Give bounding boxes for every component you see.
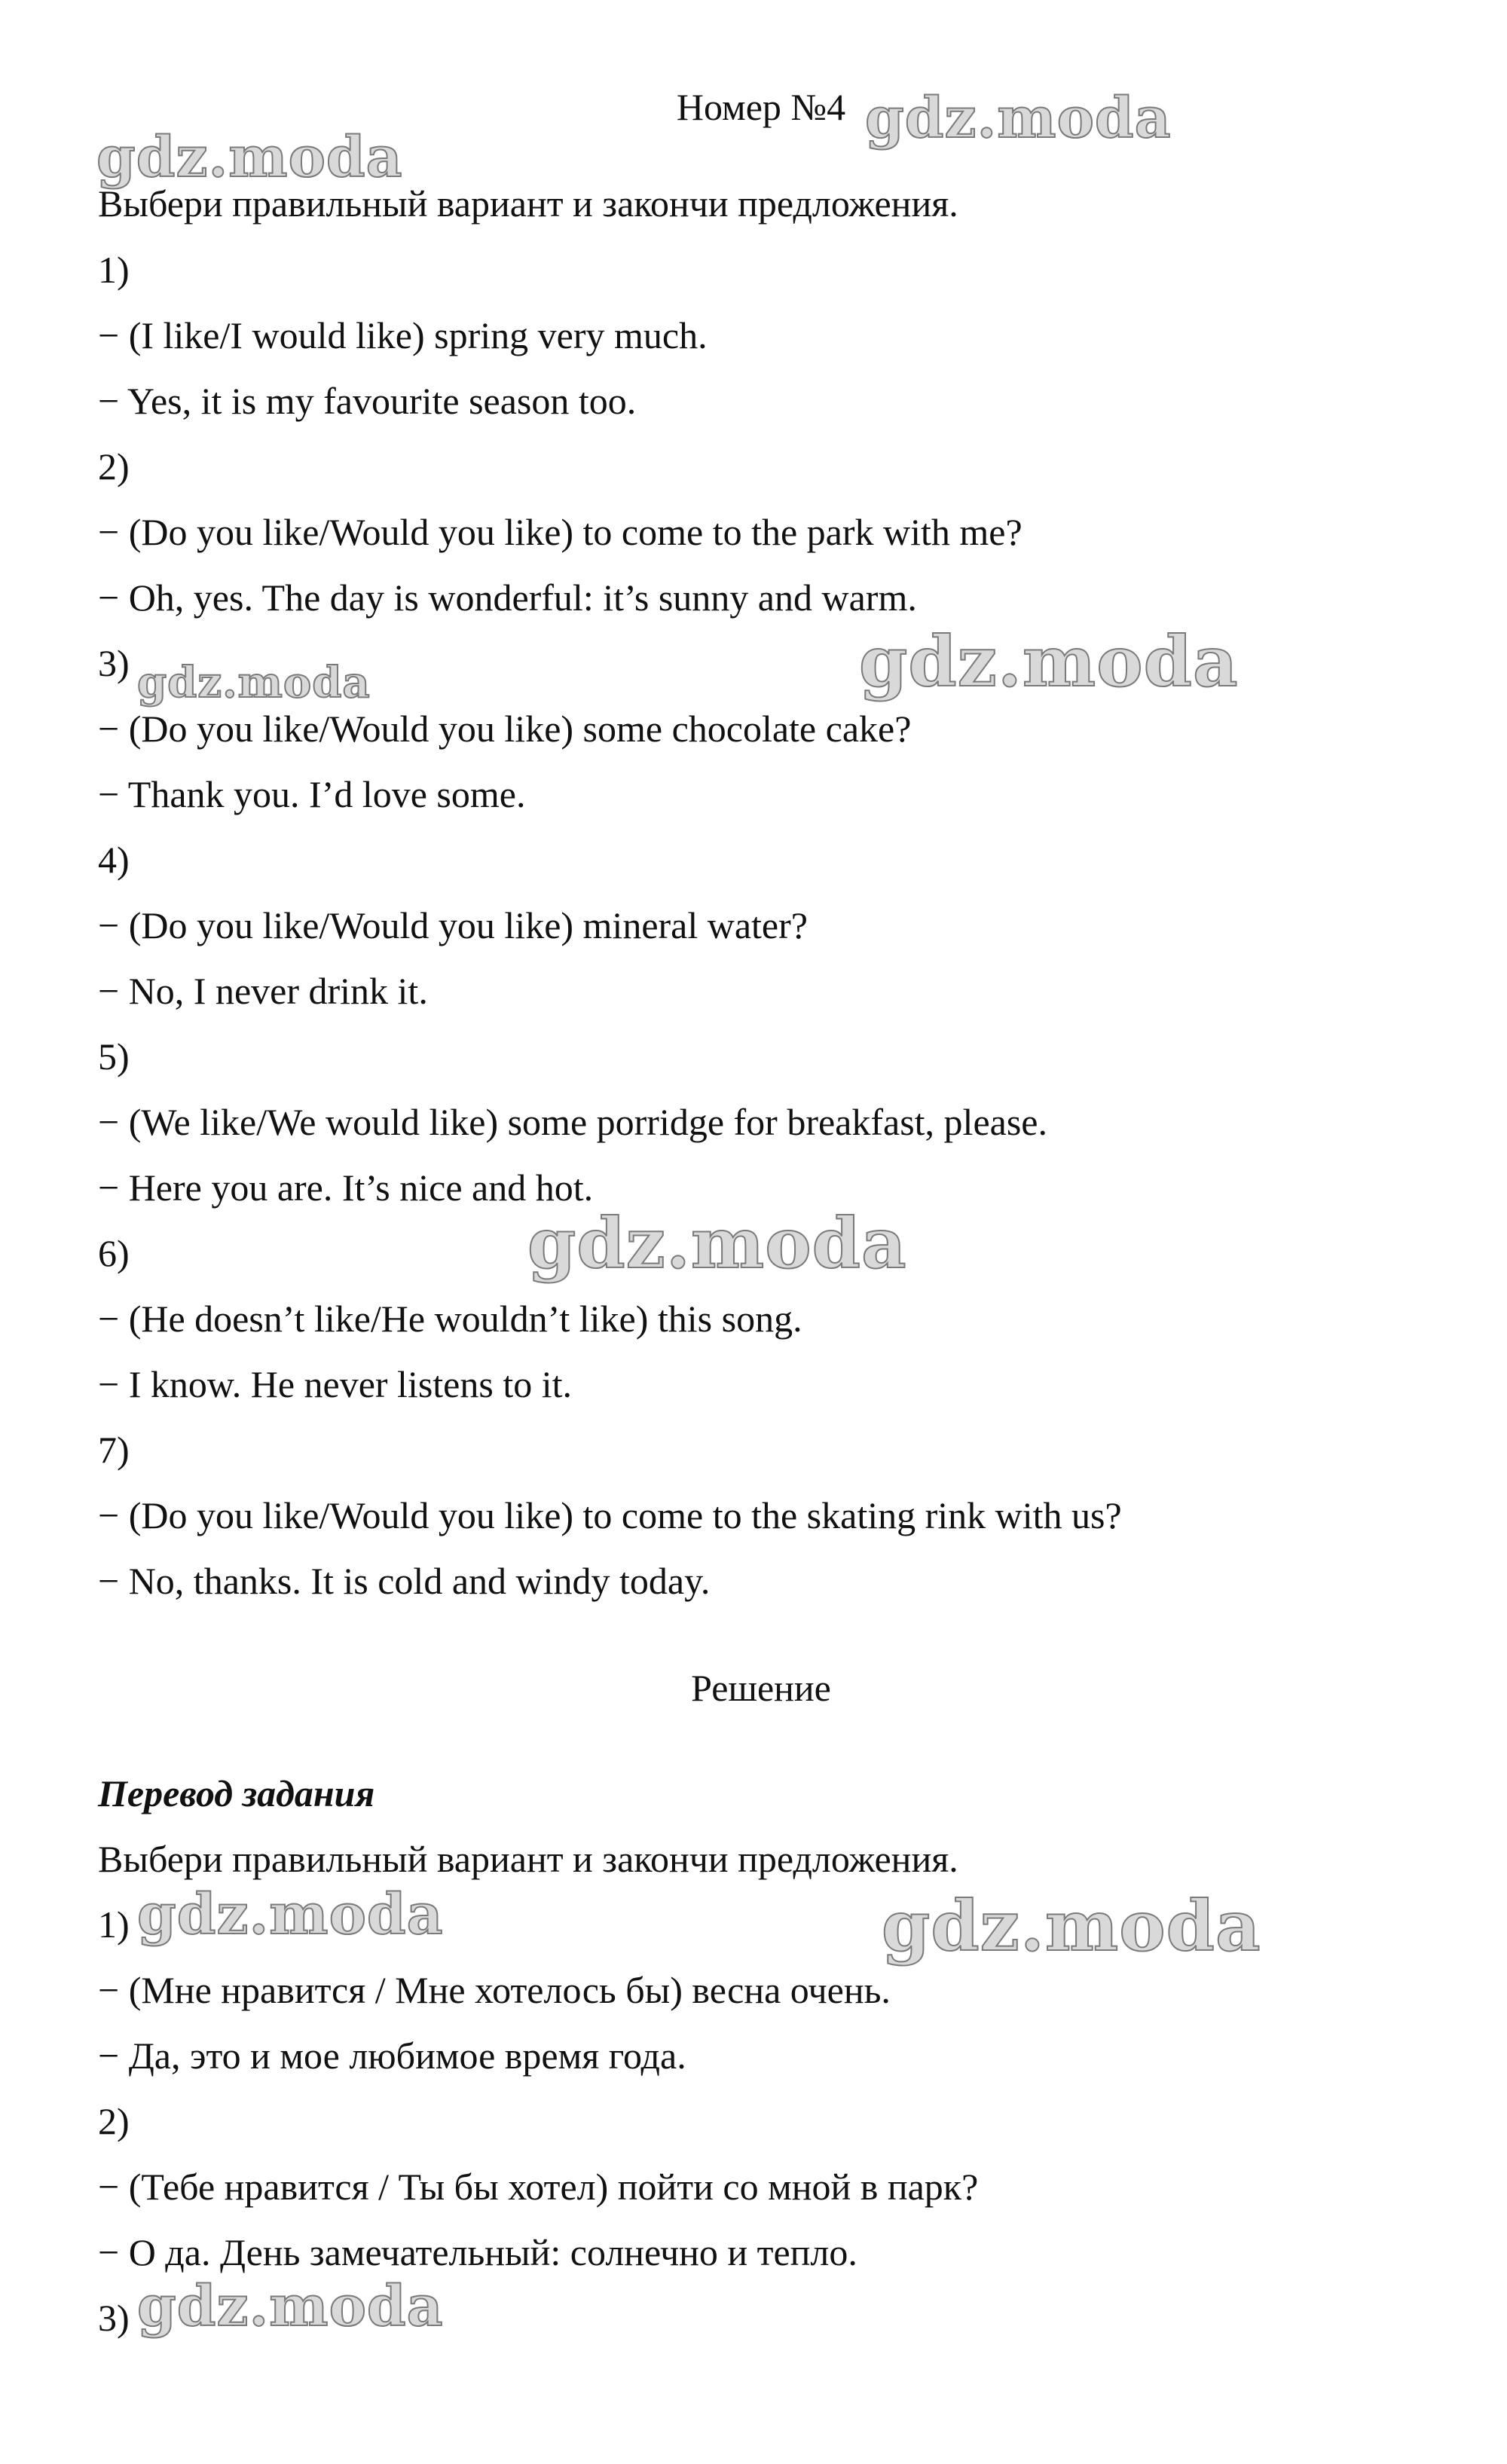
dialogue-line: − Yes, it is my favourite season too. (98, 380, 637, 422)
dialogue-line: − No, I never drink it. (98, 970, 428, 1012)
item-number: 1) (98, 1903, 130, 1946)
translation-title: Перевод задания (98, 1772, 375, 1814)
item-number: 3) (98, 642, 130, 684)
watermark-logo: gdz.moda (96, 125, 403, 190)
item-number: 5) (98, 1035, 130, 1078)
dialogue-line: − (Do you like/Would you like) mineral water? (98, 904, 808, 946)
dialogue-line: − Here you are. It’s nice and hot. (98, 1166, 594, 1209)
dialogue-line: − I know. He never listens to it. (98, 1363, 573, 1405)
item-number: 6) (98, 1232, 130, 1274)
dialogue-line: − (Тебе нравится / Ты бы хотел) пойти со мной в парк? (98, 2166, 979, 2208)
dialogue-line: − (Do you like/Would you like) to come to the skating rink with us? (98, 1494, 1122, 1536)
item-number: 2) (98, 445, 130, 488)
dialogue-line: − No, thanks. It is cold and windy today. (98, 1560, 711, 1602)
item-number: 1) (98, 249, 130, 291)
dialogue-line: − (I like/I would like) spring very much. (98, 314, 708, 356)
watermark-logo: gdz.moda (137, 658, 371, 708)
item-number: 7) (98, 1429, 130, 1471)
dialogue-line: − Да, это и мое любимое время года. (98, 2034, 686, 2077)
dialogue-line: − (Мне нравится / Мне хотелось бы) весна очень. (98, 1969, 891, 2011)
watermark-logo: gdz.moda (865, 86, 1172, 151)
dialogue-line: − Oh, yes. The day is wonderful: it’s sunny and warm. (98, 576, 917, 619)
translation-instruction: Выбери правильный вариант и закончи предложения. (98, 1838, 958, 1880)
watermark-logo: gdz.moda (882, 1885, 1261, 1967)
dialogue-line: − Thank you. I’d love some. (98, 773, 526, 815)
dialogue-line: − (Do you like/Would you like) some chocolate cake? (98, 708, 912, 750)
watermark-logo: gdz.moda (137, 2274, 444, 2339)
dialogue-line: − О да. День замечательный: солнечно и тепло. (98, 2231, 857, 2273)
watermark-logo: gdz.moda (527, 1203, 907, 1284)
item-number: 2) (98, 2100, 130, 2142)
dialogue-line: − (Do you like/Would you like) to come to the park with me? (98, 511, 1022, 553)
task-instruction: Выбери правильный вариант и закончи предложения. (98, 182, 958, 225)
dialogue-line: − (We like/We would like) some porridge for breakfast, please. (98, 1101, 1047, 1143)
watermark-logo: gdz.moda (137, 1882, 444, 1947)
item-number: 3) (98, 2297, 130, 2339)
item-number: 4) (98, 839, 130, 881)
watermark-logo: gdz.moda (859, 621, 1239, 702)
page-title: Номер №4 (676, 86, 846, 128)
dialogue-line: − (He doesn’t like/He wouldn’t like) this song. (98, 1298, 802, 1340)
solution-heading: Решение (691, 1667, 831, 1709)
